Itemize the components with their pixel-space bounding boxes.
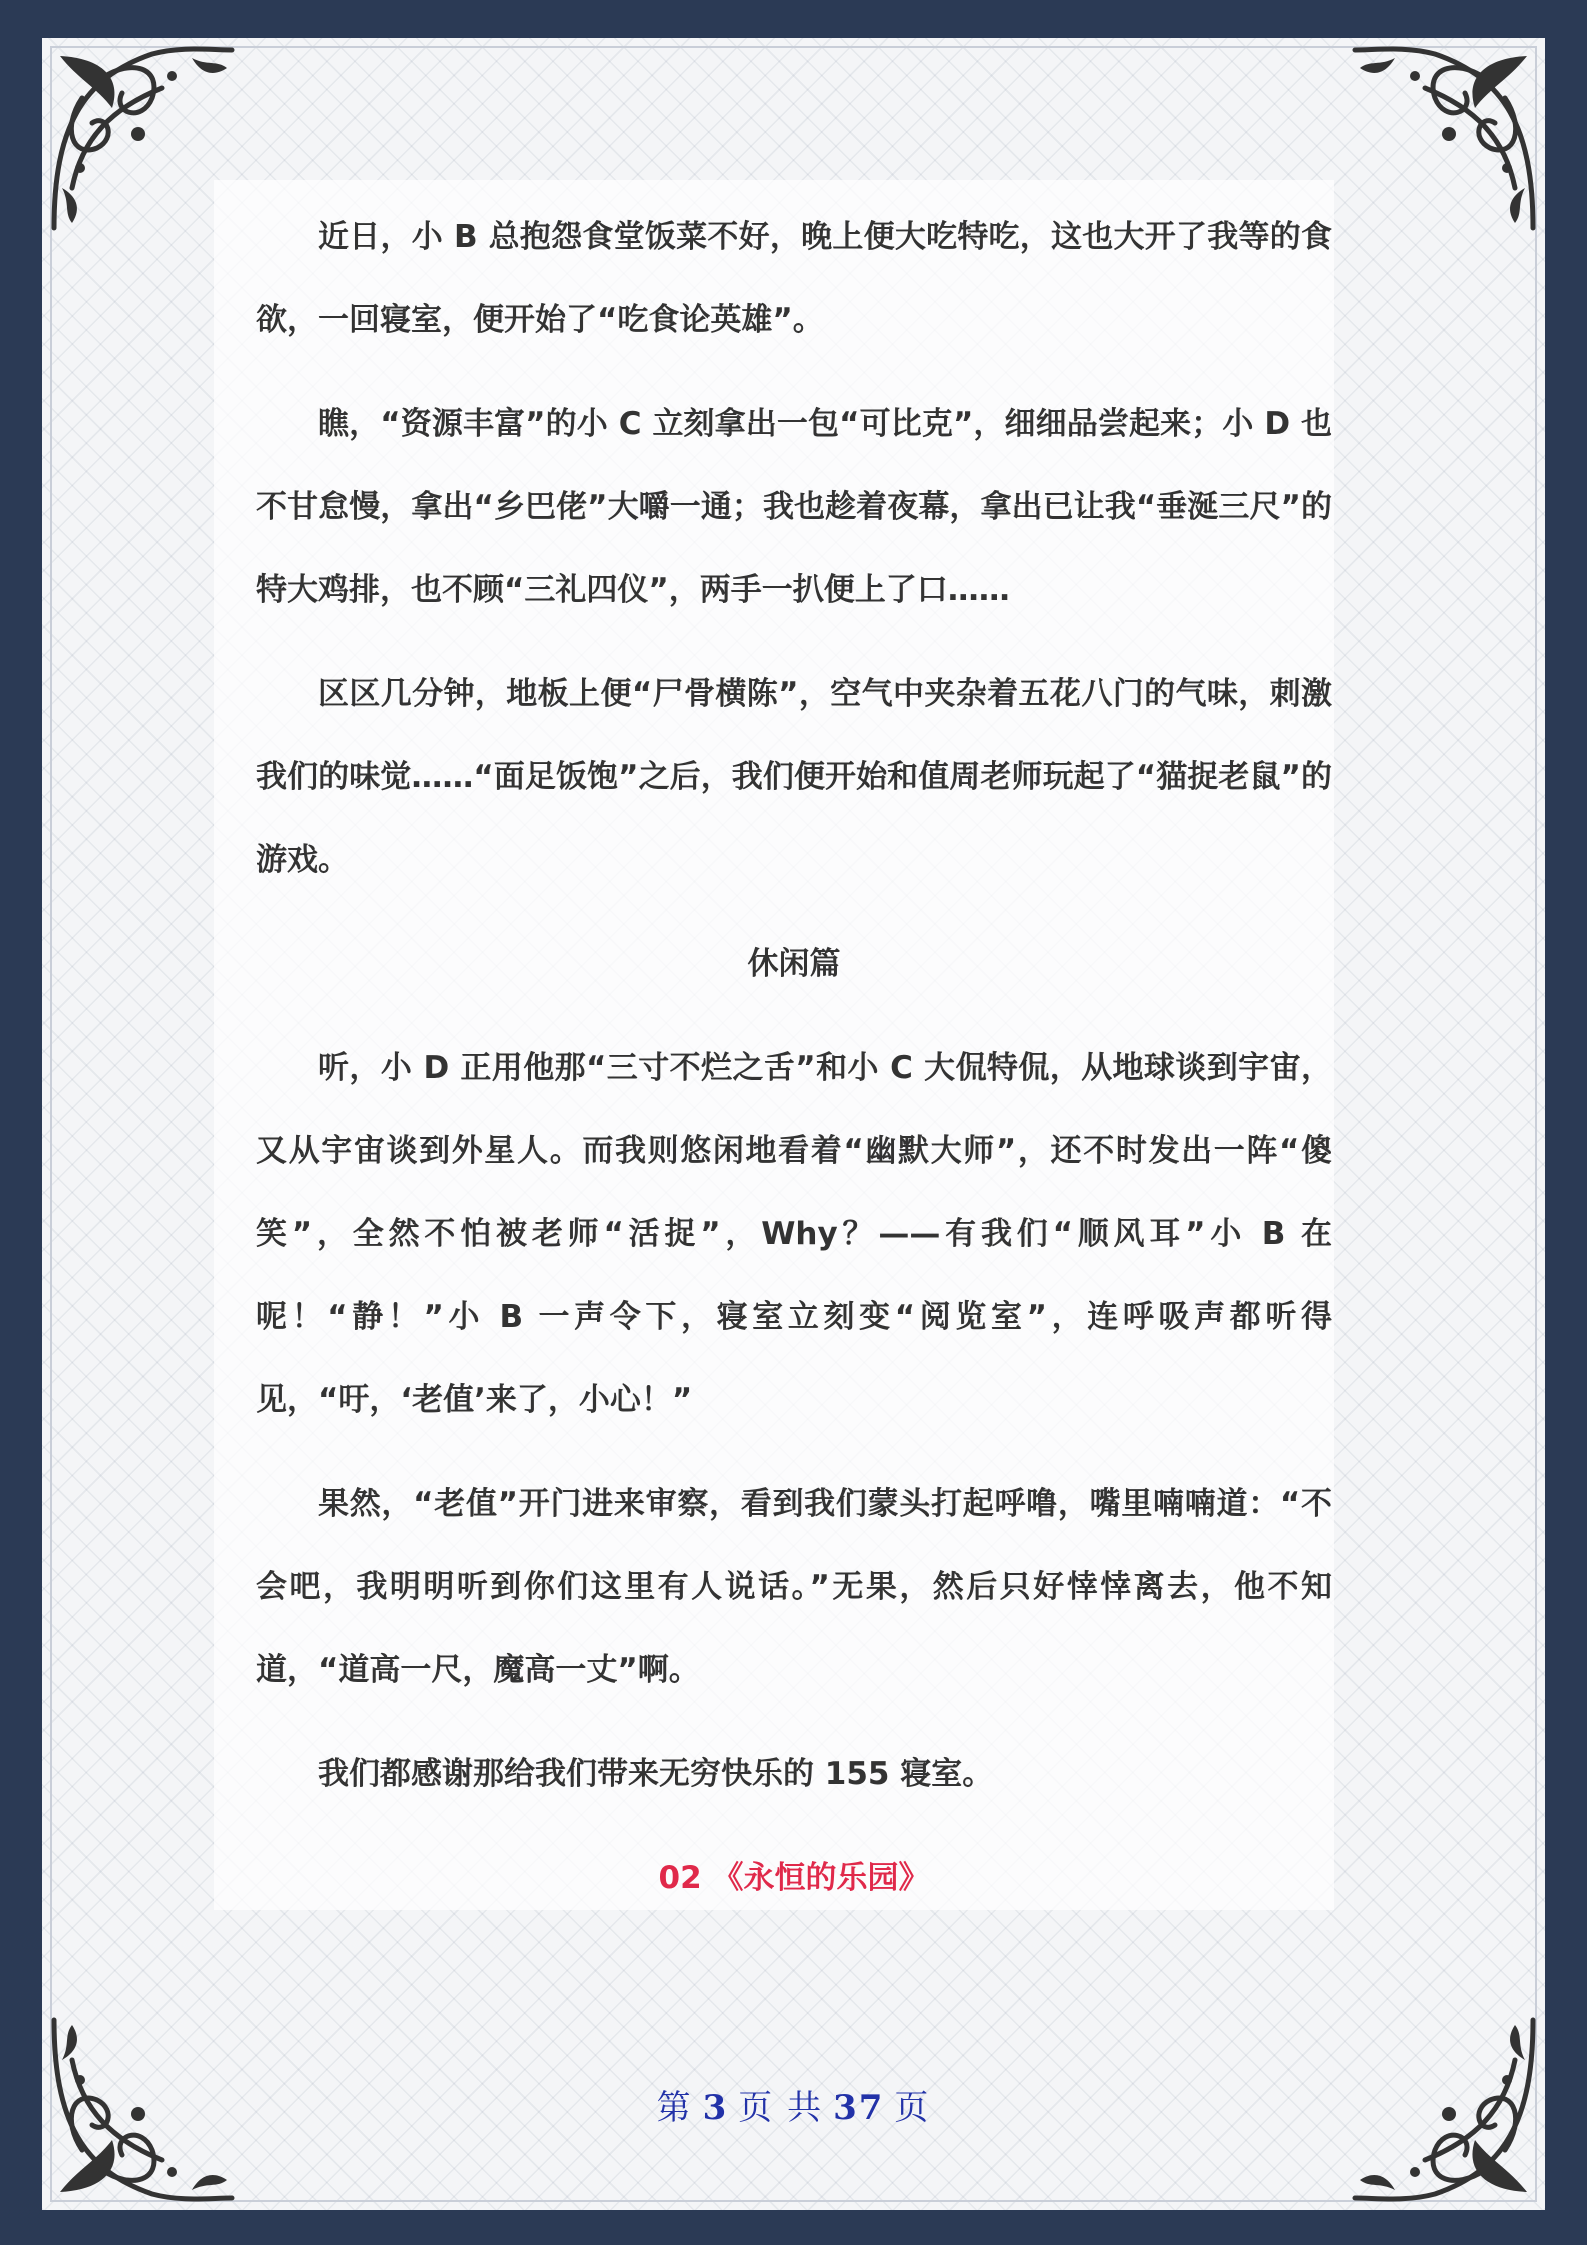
page-number-footer: [0, 2080, 1587, 2129]
paragraph: 果然，“老值”开门进来审察，看到我们蒙头打起呼噜，嘴里喃喃道：“不会吧，我明明听到你们这里有人说话。”无果，然后只好悻悻离去，他不知道，“道高一尺，魔高一丈”啊。: [256, 1486, 1332, 1688]
article-body: [256, 196, 1332, 1920]
paragraph: 我们都感谢那给我们带来无穷快乐的 155 寝室。: [318, 1756, 994, 1792]
flourish-corner-icon: [1345, 38, 1545, 238]
paragraph: 近日，小 B 总抱怨食堂饭菜不好，晚上便大吃特吃，这也大开了我等的食欲，一回寝室，便开始了“吃食论英雄”。: [256, 219, 1332, 338]
footer-middle: 页 共: [738, 2088, 824, 2128]
footer-suffix: 页: [894, 2088, 931, 2128]
current-page-number: 3: [702, 2088, 729, 2128]
article-title: 02 《永恒的乐园》: [658, 1860, 930, 1896]
footer-prefix: 第: [656, 2088, 693, 2128]
total-pages-number: 37: [833, 2088, 885, 2128]
paragraph: 区区几分钟，地板上便“尸骨横陈”，空气中夹杂着五花八门的气味，刺激我们的味觉……“面足饭饱”之后，我们便开始和值周老师玩起了“猫捉老鼠”的游戏。: [256, 676, 1332, 878]
section-heading: 休闲篇: [747, 946, 841, 982]
flourish-corner-icon: [42, 38, 242, 238]
paragraph: 听，小 D 正用他那“三寸不烂之舌”和小 C 大侃特侃，从地球谈到宇宙，又从宇宙谈到外星人。而我则悠闲地看着“幽默大师”，还不时发出一阵“傻笑”，全然不怕被老师“活捉”，Why？——有我们“顺风耳”小 B 在呢！“静！”小 B 一声令下，寝室立刻变“阅览室”，连呼吸声都听得见，“吁，‘老值’来了，小心！”: [256, 1050, 1332, 1418]
paragraph: 瞧，“资源丰富”的小 C 立刻拿出一包“可比克”，细细品尝起来；小 D 也不甘怠慢，拿出“乡巴佬”大嚼一通；我也趁着夜幕，拿出已让我“垂涎三尺”的特大鸡排，也不顾“三礼四仪”，两手一扒便上了口……: [256, 406, 1332, 608]
